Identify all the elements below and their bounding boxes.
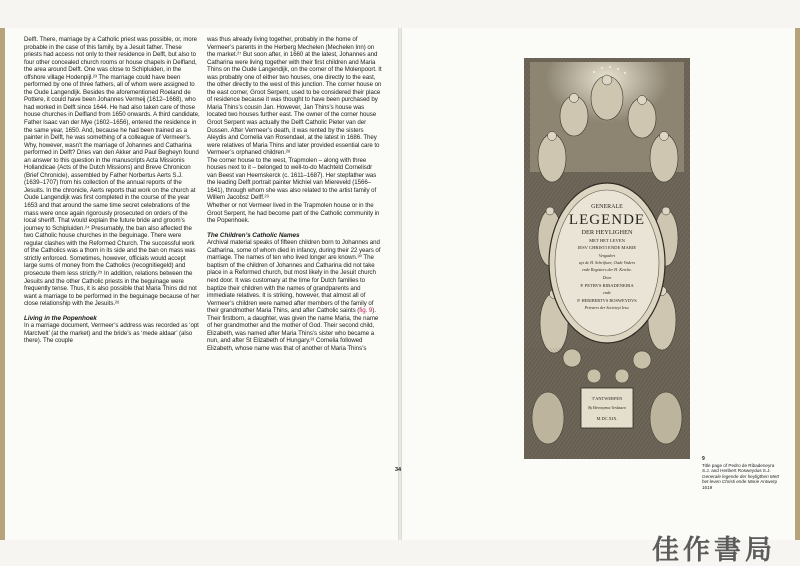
title-line: Door [602, 275, 612, 280]
title-main: LEGENDE [568, 212, 646, 228]
body-paragraph: was thus already living together, probably in the home of Vermeer’s parents in the Herberg Mechelen (Mechelen Inn) on the market.²⁷ But soon after, in 1660 at the latest, Johannes and Catharina were living together with their first children and Maria Thins on the Oude Langendijk, on the corner of the Molenpoort. It was probably one of either two houses, one directly to the east, the other directly to the west of this junction. The corner house on the east corner, Groot Serpent, used to be considered their place of residence because it was thought to have been purchased by Maria Thins’s cousin Jan. However, Jan Thins’s house was located two houses further east. The owner of the corner house Groot Serpent was actually the Delft Catholic Pieter van der Dussen. After Vermeer’s death, it was rented by the sisters Aleydis and Cornelia van Rosendael, at the latest in 1686. They were relatives of Maria Thins and later provided essential care to Vermeer’s orphaned children.²⁸ [207, 36, 382, 157]
title-line: P. HERIBERTVS ROSWEYDVS [577, 298, 637, 303]
caption-title: Generale legende der heyligthen Mett het leven Christi ende Marie [702, 473, 779, 485]
imprint-line: T'ANTWERPEN [591, 396, 623, 401]
paragraph-text: ). Their firstborn, a daughter, was given the name Maria, the name of her grandmother and the mother of God. Their second child, Elizabeth, was named after Maria Thins’s sister who became a nun, and after St Elizabeth of Hungary.³¹ Cornelia followed Elizabeth, whose name was that of another of Maria Thins’s [207, 307, 379, 352]
title-line: uyt de H. Schriftuer, Oude Vaders [578, 260, 636, 265]
page-number: 34 [395, 467, 402, 473]
title-line: ende Registers der H. Kercke. [581, 267, 633, 272]
figure-reference-link[interactable]: fig. 9 [359, 307, 373, 315]
figure-caption [702, 457, 782, 491]
body-paragraph: The corner house to the west, Trapmolen – along with three houses next to it – belonged to well-to-do Machteld Cornelisdr van Beest van Heemskerck (c. 1611–1687). Her stepfather was the leading Delft portrait painter Michiel van Miereveld (1566–1641), through whom she was also related to the artist family of Willem Jacobsz Delff.²⁹ [207, 156, 377, 202]
text-column-1 [24, 36, 200, 345]
caption-text: Title page of Pedro de Ribadeneyra S.J. and Heribert Rosweydus S.J. [702, 462, 775, 474]
figure-number: 9 [702, 456, 705, 462]
publisher-watermark: 佳作書局 [652, 535, 776, 566]
title-line: ende [603, 290, 611, 295]
body-paragraph: Delft. There, marriage by a Catholic priest was possible, or, more probable in the case of this family, by a Jesuit father. These priests had access not only to their residence in Delft, but also to four other concealed church rooms or house chapels in Delfland, the area around Delft. One was close to Schipluiden, in the offshore village Hodenpijl.²³ The marriage could have been performed by one of three fathers, all of whom were assigned to the Oude Langendijk. Besides the aforementioned Roeland de Pottere, it could have been Johannes Vermeij (1612–1668), who had worked in Delft since 1644. He had also taken care of those house churches in Delfland from 1650 onwards. A third candidate, Father Isaac van der Mye (1602–1656), entered the residence in the same year, 1650. And, because he had been trained as a painter in Delft, he was something of a colleague of Vermeer’s. Why, however, wasn’t the marriage of Johannes and Catharina performed in Delft? Dries van den Akker and Paul Begheyn found an answer to this question in the manuscripts Acta Missionis Hollandicae (Acts of the Dutch Missions) and Breve Chronicon (Brief Chronicle), assembled by Father Norbertus Aerts S.J. (1639–1707) from his collection of the annual reports of the Jesuits. In the chronicle, Aerts reports that work on the church at Oude Langendijk was first completed in the course of the year 1653 and that around the same time secret celebrations of the mass were once again rigorously prosecuted on orders of the local sheriff. That would explain the future bride and groom’s journey to Schipluiden.²⁴ Presumably, the ban also affected the two Catholic house churches in the beguinage. There were regular clashes with the Reformed Church. The successful work of the Catholics was a thorn in its side and the ban on mass was strictly enforced. Sometimes, however, officials would accept large sums of money from the Catholics (recognitiegeld) and prosecute them less strictly.²⁵ In addition, relations between the Jesuits and the other Catholic priests in the beguinage were frequently tense. Thus, it is also possible that Maria Thins did not want a marriage to be performed in the beguinage because of her close relationship with the Jesuits.²⁶ [24, 36, 200, 308]
caption-text: Antwerp 1619 [702, 479, 778, 490]
section-heading: Living in the Popenhoek [24, 314, 97, 322]
title-line: IESV CHRISTI ENDE MARIE [577, 245, 637, 250]
title-line: GENERALE [591, 204, 623, 210]
imprint-line: M.DC.XIX. [596, 416, 618, 421]
body-paragraph: In a marriage document, Vermeer’s address was recorded as ‘opt Marctvelt’ (at the market) and the bride’s as ‘mede aldaar’ (also there). The couple [24, 322, 199, 345]
imprint-line: By Hieronymus Verdussen [588, 406, 626, 410]
title-line: Vergadert [598, 253, 616, 258]
text-column-2 [207, 36, 383, 352]
title-line: DER HEYLIGHEN [581, 229, 633, 236]
body-paragraph: Whether or not Vermeer lived in the Trapmolen house or in the Groot Serpent, he had become part of the Catholic community in the Popenhoek. [207, 202, 380, 225]
right-edge-accent [795, 28, 800, 540]
title-page-engraving [524, 58, 690, 459]
body-paragraph [207, 239, 383, 352]
title-line: P. PETRVS RIBADENEIRA [580, 283, 634, 288]
title-line: MET HET LEVEN [589, 238, 625, 243]
title-line: Priesters der Societeyt Iesu. [584, 305, 630, 310]
paragraph-text: Archival material speaks of fifteen children born to Johannes and Catharina, some of whom died in infancy, during their 22 years of marriage. The names of ten who lived longer are known.³⁰ The baptism of the children of Johannes and Catharina did not take place in a Reformed church, but most likely in the Jesuit church next door. It was customary at the time for Dutch families to baptize their children with the names of grandparents and immediate relatives. It is striking, however, that almost all of Vermeer’s children were named after members of the family of their grandmother Maria Thins, and after Catholic saints ( [207, 239, 381, 315]
section-heading: The Children’s Catholic Names [207, 231, 300, 239]
